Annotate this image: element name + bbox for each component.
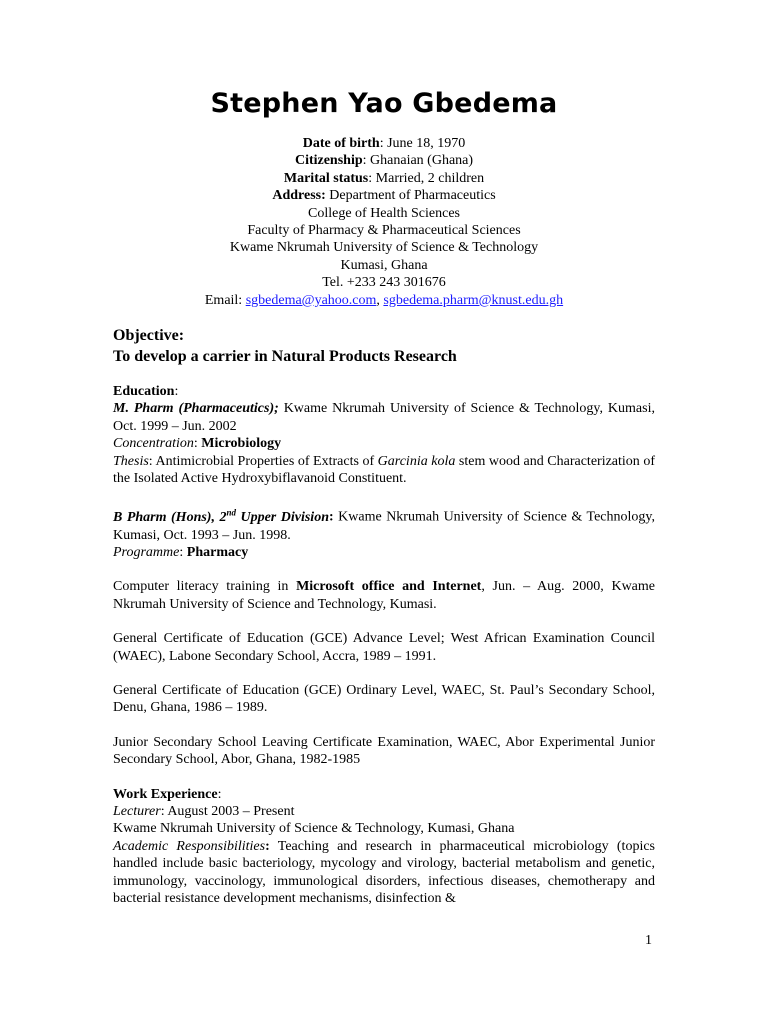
computer-training-entry — [113, 578, 655, 613]
work-responsibilities — [113, 838, 655, 908]
thesis-text-pre: : Antimicrobial Properties of Extracts of — [148, 453, 378, 469]
citizenship-label: Citizenship — [294, 153, 363, 169]
education-heading-colon: : — [174, 384, 179, 399]
work-heading-line — [113, 786, 655, 803]
bpharm-degree-sup: nd — [226, 507, 236, 518]
dob-value: : June 18, 1970 — [379, 136, 466, 151]
gce-o-level-entry: General Certificate of Education (GCE) Ordinary Level, WAEC, St. Paul’s Secondary School, Denu, Ghana, 1986 – 1989. — [113, 682, 655, 716]
bpharm-details: Kwame Nkrumah University of Science & Technology, Kumasi, Oct. 1993 – Jun. 1998. — [113, 510, 655, 543]
responsibilities-colon: : — [265, 838, 270, 854]
objective-section — [113, 326, 655, 366]
programme-value: Pharmacy — [186, 544, 249, 560]
email-line — [0, 292, 768, 309]
thesis-text-post: stem wood and Characterization of the Isolated Active Hydroxybiflavanoid Constituent. — [113, 453, 655, 487]
bpharm-degree-a: B Pharm (Hons), 2 — [113, 510, 227, 526]
responsibilities-text: Teaching and research in pharmaceutical microbiology (topics handled include basic bacteriology, mycology and virology, bacterial metabolism and genetic, immunology, vaccinology, immunological disorders, infectious diseases, chemotherapy and bacterial resistance development mechanisms, disinfection & — [113, 838, 655, 906]
mpharm-entry — [113, 400, 655, 435]
personal-details — [0, 135, 768, 309]
tel-line: Tel. +233 243 301676 — [322, 275, 446, 291]
address-label: Address: — [272, 188, 326, 204]
address-line-2: College of Health Sciences — [307, 205, 460, 221]
marital-value: : Married, 2 children — [368, 170, 485, 186]
mpharm-degree: M. Pharm (Pharmaceutics); — [113, 401, 279, 417]
thesis-species: Garcinia kola — [377, 453, 456, 469]
citizenship-value: : Ghanaian (Ghana) — [362, 153, 474, 169]
email-link-knust[interactable]: sgbedema.pharm@knust.edu.gh — [383, 292, 564, 308]
address-line-4: Kwame Nkrumah University of Science & Technology — [229, 240, 539, 256]
work-employer: Kwame Nkrumah University of Science & Technology, Kumasi, Ghana — [113, 821, 515, 837]
work-role — [113, 803, 655, 820]
bpharm-degree-b: Upper Division — [235, 510, 329, 526]
concentration-label: Concentration — [113, 436, 194, 452]
address-line-5: Kumasi, Ghana — [340, 257, 428, 273]
cv-name-heading: Stephen Yao Gbedema — [210, 88, 558, 119]
role-value: : August 2003 – Present — [160, 803, 295, 819]
work-heading-colon: : — [217, 786, 222, 802]
programme-label: Programme — [113, 544, 180, 560]
education-heading: Education — [113, 384, 175, 399]
address-line-1 — [0, 187, 768, 204]
email-link-yahoo[interactable]: sgbedema@yahoo.com — [245, 292, 377, 308]
concentration-value: Microbiology — [201, 436, 282, 452]
jss-entry: Junior Secondary School Leaving Certificate Examination, WAEC, Abor Experimental Junior Secondary School, Abor, Ghana, 1982-1985 — [113, 734, 655, 768]
bpharm-colon: : — [328, 510, 334, 526]
objective-text: To develop a carrier in Natural Products Research — [113, 348, 457, 365]
programme-colon: : — [179, 544, 187, 560]
work-heading: Work Experience — [113, 786, 218, 802]
bpharm-entry — [113, 504, 655, 543]
marital-line — [0, 170, 768, 187]
computer-pre: Computer literacy training in — [113, 579, 297, 595]
dob-line — [0, 135, 768, 152]
computer-post: , Jun. – Aug. 2000, Kwame Nkrumah University of Science and Technology, Kumasi. — [113, 579, 656, 612]
address-line-3: Faculty of Pharmacy & Pharmaceutical Sciences — [247, 223, 521, 239]
mpharm-details: Kwame Nkrumah University of Science & Technology, Kumasi, Oct. 1999 – Jun. 2002 — [113, 401, 655, 434]
responsibilities-label: Academic Responsibilities — [113, 838, 266, 854]
thesis-label: Thesis — [113, 453, 149, 469]
citizenship-line — [0, 152, 768, 169]
page-number: 1 — [645, 933, 652, 948]
address-value: Department of Pharmaceutics — [329, 188, 496, 204]
mpharm-concentration — [113, 435, 655, 452]
education-section — [113, 383, 655, 907]
gce-a-level-entry: General Certificate of Education (GCE) Advance Level; West African Examination Council (WAEC), Labone Secondary School, Accra, 1989 – 1991. — [113, 631, 655, 664]
email-separator: , — [376, 292, 380, 308]
dob-label: Date of birth — [302, 136, 380, 151]
computer-bold: Microsoft office and Internet — [296, 579, 482, 595]
role-label: Lecturer — [113, 803, 161, 819]
bpharm-programme — [113, 544, 655, 561]
concentration-colon: : — [193, 436, 202, 452]
mpharm-thesis — [113, 453, 655, 488]
education-heading-line — [113, 383, 655, 400]
marital-label: Marital status — [283, 170, 369, 186]
email-label: Email: — [204, 292, 243, 308]
objective-heading: Objective: — [113, 327, 185, 344]
